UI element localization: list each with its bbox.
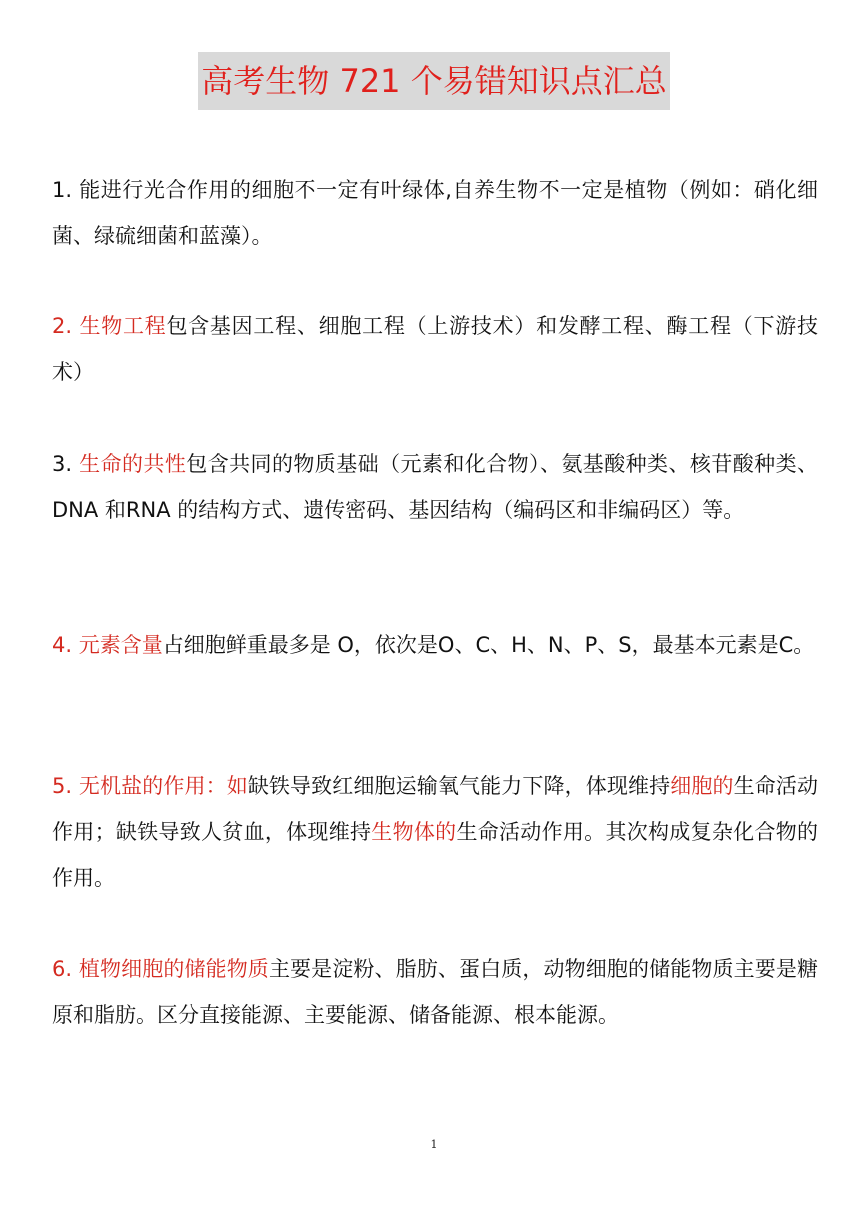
title-container	[0, 52, 868, 110]
knowledge-item-2	[52, 303, 818, 395]
item-text: 主要是淀粉、脂肪、蛋白质，动物细胞的储能物质主要是糖原和脂肪。区分直接能源、主要能源、储备能源、根本能源。	[52, 957, 818, 1027]
item-text: 占细胞鲜重最多是 O，依次是O、C、H、N、P、S，最基本元素是C。	[162, 633, 815, 657]
item-text: 缺铁导致红细胞运输氧气能力下降，体现维持	[247, 774, 671, 798]
item-keyword: 细胞的	[670, 774, 734, 798]
item-keyword: 4. 元素含量	[52, 633, 163, 657]
item-text: 1. 能进行光合作用的细胞不一定有叶绿体,自养生物不一定是植物（例如：硝化细菌、绿硫细菌和蓝藻）。	[52, 178, 818, 248]
item-keyword: 6. 植物细胞的储能物质	[52, 957, 269, 981]
item-keyword: 生命的共性	[79, 452, 187, 476]
item-keyword: 2. 生物工程	[52, 314, 167, 338]
item-text: 包含基因工程、细胞工程（上游技术）和发酵工程、酶工程（下游技术）	[52, 314, 818, 384]
item-keyword: 生物体的	[371, 820, 457, 844]
item-text: 生命活动作用；缺铁导致人贫血，体现维持	[52, 774, 819, 844]
page-number: 1	[430, 1138, 438, 1151]
item-text: 包含共同的物质基础（元素和化合物）、氨基酸种类、核苷酸种类、DNA 和RNA 的结构方式、遗传密码、基因结构（编码区和非编码区）等。	[52, 452, 819, 522]
item-number: 3.	[52, 452, 80, 476]
item-keyword: 5. 无机盐的作用：如	[52, 774, 248, 798]
knowledge-item-6	[52, 946, 818, 1038]
knowledge-item-1	[52, 167, 818, 259]
knowledge-item-3	[52, 441, 818, 533]
item-text: 生命活动作用。其次构成复杂化合物的作用。	[52, 820, 819, 890]
knowledge-item-5	[52, 763, 818, 901]
knowledge-item-4	[52, 622, 818, 668]
page-title: 高考生物 721 个易错知识点汇总	[198, 52, 669, 110]
